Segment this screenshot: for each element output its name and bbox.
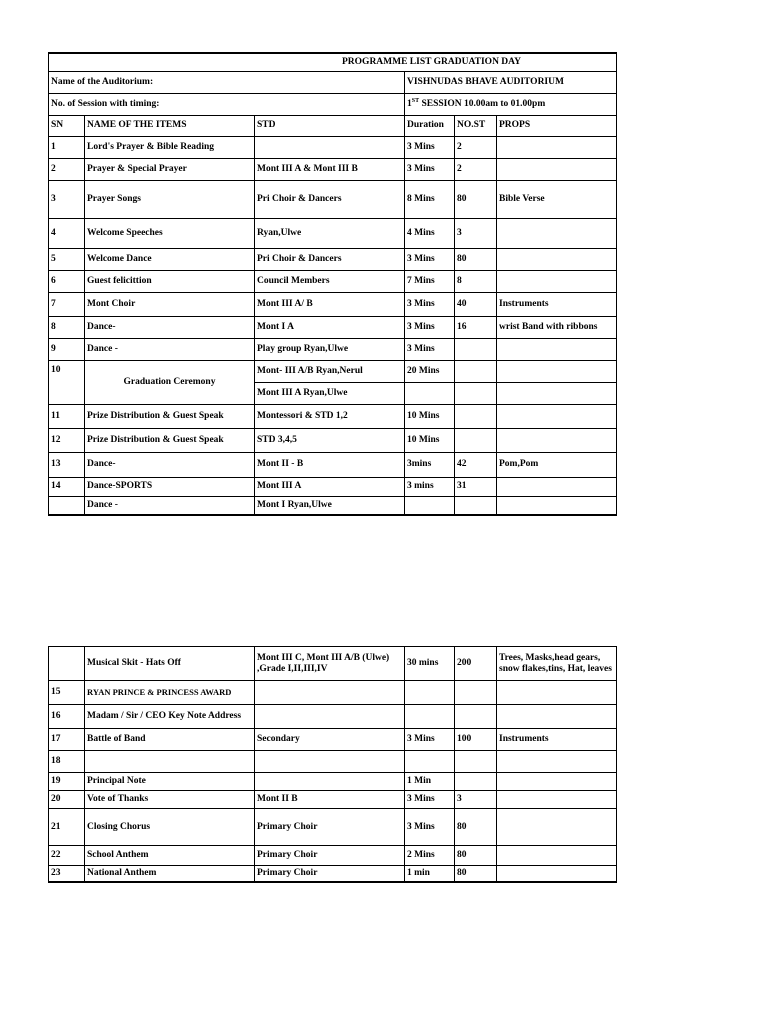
col-header-name: NAME OF THE ITEMS: [85, 115, 255, 136]
table-row: [49, 248, 617, 270]
table-row: [49, 428, 617, 452]
cell-name: Dance-SPORTS: [85, 477, 255, 496]
cell-name: Dance-: [85, 452, 255, 477]
col-header-duration: Duration: [405, 115, 455, 136]
cell-name: Welcome Dance: [85, 248, 255, 270]
cell-std: Pri Choir & Dancers: [255, 248, 405, 270]
cell-duration: 2 Mins: [405, 846, 455, 866]
cell-sn: [49, 496, 85, 515]
cell-duration: 3 Mins: [405, 729, 455, 751]
title-row: [49, 53, 617, 71]
cell-std: [255, 705, 405, 729]
table-row: [49, 866, 617, 882]
cell-duration: 3mins: [405, 452, 455, 477]
cell-name: Musical Skit - Hats Off: [85, 647, 255, 681]
cell-name: Principal Note: [85, 773, 255, 791]
cell-duration: 4 Mins: [405, 218, 455, 248]
cell-props: [497, 866, 617, 882]
cell-std: [255, 773, 405, 791]
table-row: [49, 270, 617, 292]
cell-std: Mont II - B: [255, 452, 405, 477]
page-title: PROGRAMME LIST GRADUATION DAY: [49, 53, 617, 71]
cell-props: [497, 382, 617, 404]
cell-duration: 1 Min: [405, 773, 455, 791]
cell-props: [497, 136, 617, 158]
cell-nost: 40: [455, 292, 497, 316]
cell-name: Mont Choir: [85, 292, 255, 316]
cell-nost: [455, 338, 497, 360]
cell-nost: [455, 404, 497, 428]
cell-duration: 3 Mins: [405, 809, 455, 846]
cell-std: Primary Choir: [255, 809, 405, 846]
cell-name: Battle of Band: [85, 729, 255, 751]
cell-std: Mont III A Ryan,Ulwe: [255, 382, 405, 404]
table-row: [49, 846, 617, 866]
cell-nost: 80: [455, 809, 497, 846]
cell-std: [255, 751, 405, 773]
table-row: [49, 218, 617, 248]
cell-sn: 15: [49, 681, 85, 705]
cell-nost: [455, 773, 497, 791]
table-row: [49, 477, 617, 496]
cell-duration: 20 Mins: [405, 360, 455, 382]
cell-duration: 30 mins: [405, 647, 455, 681]
cell-nost: [455, 428, 497, 452]
cell-std: Ryan,Ulwe: [255, 218, 405, 248]
cell-std: Mont I Ryan,Ulwe: [255, 496, 405, 515]
cell-nost: 31: [455, 477, 497, 496]
cell-sn: 14: [49, 477, 85, 496]
col-header-nost: NO.ST: [455, 115, 497, 136]
cell-duration: 8 Mins: [405, 180, 455, 218]
cell-name: Prize Distribution & Guest Speak: [85, 404, 255, 428]
cell-name: Dance -: [85, 496, 255, 515]
cell-duration: [405, 751, 455, 773]
session-suffix: ST: [411, 97, 420, 104]
cell-props: Pom,Pom: [497, 452, 617, 477]
cell-sn: 3: [49, 180, 85, 218]
cell-std: Mont III A/ B: [255, 292, 405, 316]
cell-duration: 1 min: [405, 866, 455, 882]
cell-props: [497, 338, 617, 360]
cell-nost: [455, 382, 497, 404]
auditorium-row: [49, 71, 617, 93]
cell-name: Dance -: [85, 338, 255, 360]
cell-nost: 16: [455, 316, 497, 338]
table-row: [49, 751, 617, 773]
cell-props: [497, 158, 617, 180]
cell-duration: 10 Mins: [405, 428, 455, 452]
cell-duration: 3 Mins: [405, 791, 455, 809]
table-row: [49, 404, 617, 428]
cell-nost: 3: [455, 218, 497, 248]
cell-sn: 4: [49, 218, 85, 248]
cell-std: Council Members: [255, 270, 405, 292]
cell-nost: 8: [455, 270, 497, 292]
cell-duration: 3 Mins: [405, 158, 455, 180]
cell-name: Madam / Sir / CEO Key Note Address: [85, 705, 255, 729]
cell-duration: 3 Mins: [405, 338, 455, 360]
cell-duration: [405, 496, 455, 515]
cell-sn: 19: [49, 773, 85, 791]
cell-std: Mont III C, Mont III A/B (Ulwe) ,Grade I,II,III,IV: [255, 647, 405, 681]
programme-table-session-1: [48, 52, 617, 516]
cell-duration: [405, 382, 455, 404]
cell-sn: 20: [49, 791, 85, 809]
cell-sn: 6: [49, 270, 85, 292]
auditorium-value: VISHNUDAS BHAVE AUDITORIUM: [405, 71, 617, 93]
table-row: [49, 158, 617, 180]
cell-props: [497, 404, 617, 428]
cell-duration: 7 Mins: [405, 270, 455, 292]
table-row: [49, 338, 617, 360]
cell-sn: 5: [49, 248, 85, 270]
cell-std: [255, 136, 405, 158]
cell-duration: 3 mins: [405, 477, 455, 496]
table-row: [49, 647, 617, 681]
cell-sn: 13: [49, 452, 85, 477]
cell-std: Primary Choir: [255, 846, 405, 866]
cell-name: Prayer Songs: [85, 180, 255, 218]
cell-sn: 18: [49, 751, 85, 773]
cell-sn: 9: [49, 338, 85, 360]
auditorium-label: Name of the Auditorium:: [49, 71, 405, 93]
cell-std: Secondary: [255, 729, 405, 751]
cell-nost: [455, 705, 497, 729]
cell-std: Play group Ryan,Ulwe: [255, 338, 405, 360]
cell-sn: 21: [49, 809, 85, 846]
session-timing: SESSION 10.00am to 01.00pm: [419, 98, 546, 109]
cell-nost: 2: [455, 136, 497, 158]
cell-props: [497, 681, 617, 705]
table-row: [49, 180, 617, 218]
cell-name: National Anthem: [85, 866, 255, 882]
cell-std: Mont III A & Mont III B: [255, 158, 405, 180]
cell-name: Prize Distribution & Guest Speak: [85, 428, 255, 452]
cell-nost: 80: [455, 846, 497, 866]
cell-props: [497, 270, 617, 292]
cell-sn: 7: [49, 292, 85, 316]
cell-sn: 22: [49, 846, 85, 866]
table-row: [49, 773, 617, 791]
table-row: [49, 681, 617, 705]
cell-nost: 80: [455, 866, 497, 882]
cell-duration: 10 Mins: [405, 404, 455, 428]
cell-props: [497, 218, 617, 248]
cell-std: Mont- III A/B Ryan,Nerul: [255, 360, 405, 382]
cell-sn: 10: [49, 360, 85, 404]
cell-sn: 17: [49, 729, 85, 751]
cell-props: [497, 791, 617, 809]
table-row: [49, 316, 617, 338]
cell-duration: 3 Mins: [405, 316, 455, 338]
cell-nost: 100: [455, 729, 497, 751]
table-row: [49, 705, 617, 729]
cell-nost: 2: [455, 158, 497, 180]
cell-props: [497, 751, 617, 773]
cell-sn: 8: [49, 316, 85, 338]
column-header-row: [49, 115, 617, 136]
cell-name: Dance-: [85, 316, 255, 338]
cell-props: [497, 496, 617, 515]
cell-name: Vote of Thanks: [85, 791, 255, 809]
cell-duration: [405, 681, 455, 705]
cell-name: Lord's Prayer & Bible Reading: [85, 136, 255, 158]
cell-props: [497, 360, 617, 382]
cell-name: Closing Chorus: [85, 809, 255, 846]
cell-duration: 3 Mins: [405, 292, 455, 316]
table-row: [49, 292, 617, 316]
cell-std: Montessori & STD 1,2: [255, 404, 405, 428]
cell-name: Welcome Speeches: [85, 218, 255, 248]
cell-name: Guest felicittion: [85, 270, 255, 292]
cell-props: [497, 846, 617, 866]
cell-sn: 23: [49, 866, 85, 882]
cell-duration: [405, 705, 455, 729]
cell-name: School Anthem: [85, 846, 255, 866]
table-row: [49, 729, 617, 751]
cell-duration: 3 Mins: [405, 248, 455, 270]
cell-nost: 80: [455, 248, 497, 270]
cell-sn: 16: [49, 705, 85, 729]
cell-nost: 200: [455, 647, 497, 681]
col-header-std: STD: [255, 115, 405, 136]
session-value: [405, 93, 617, 115]
cell-std: Pri Choir & Dancers: [255, 180, 405, 218]
cell-nost: [455, 360, 497, 382]
cell-std: STD 3,4,5: [255, 428, 405, 452]
cell-sn: 1: [49, 136, 85, 158]
session-label: No. of Session with timing:: [49, 93, 405, 115]
table-row: [49, 496, 617, 515]
cell-std: [255, 681, 405, 705]
programme-table-continued: [48, 646, 617, 883]
cell-props: [497, 248, 617, 270]
cell-sn: [49, 647, 85, 681]
cell-name: RYAN PRINCE & PRINCESS AWARD: [85, 681, 255, 705]
cell-name: Graduation Ceremony: [85, 360, 255, 404]
cell-std: Mont III A: [255, 477, 405, 496]
cell-sn: 11: [49, 404, 85, 428]
cell-props: [497, 809, 617, 846]
col-header-sn: SN: [49, 115, 85, 136]
session-row: [49, 93, 617, 115]
cell-props: [497, 477, 617, 496]
cell-nost: 80: [455, 180, 497, 218]
cell-nost: [455, 751, 497, 773]
cell-name: Prayer & Special Prayer: [85, 158, 255, 180]
table-row: [49, 452, 617, 477]
cell-duration: 3 Mins: [405, 136, 455, 158]
table-row: [49, 809, 617, 846]
cell-props: [497, 428, 617, 452]
cell-props: wrist Band with ribbons: [497, 316, 617, 338]
cell-props: Instruments: [497, 729, 617, 751]
cell-std: Mont I A: [255, 316, 405, 338]
cell-nost: [455, 681, 497, 705]
cell-nost: 3: [455, 791, 497, 809]
cell-sn: 12: [49, 428, 85, 452]
cell-props: Trees, Masks,head gears, snow flakes,tins, Hat, leaves: [497, 647, 617, 681]
cell-name: [85, 751, 255, 773]
table-row: [49, 791, 617, 809]
cell-sn: 2: [49, 158, 85, 180]
cell-std: Mont II B: [255, 791, 405, 809]
cell-props: Bible Verse: [497, 180, 617, 218]
table-row: [49, 136, 617, 158]
session-number: 1: [407, 98, 412, 109]
cell-props: [497, 773, 617, 791]
cell-nost: [455, 496, 497, 515]
cell-nost: 42: [455, 452, 497, 477]
cell-props: Instruments: [497, 292, 617, 316]
col-header-props: PROPS: [497, 115, 617, 136]
cell-props: [497, 705, 617, 729]
table-row-graduation: [49, 360, 617, 382]
cell-std: Primary Choir: [255, 866, 405, 882]
